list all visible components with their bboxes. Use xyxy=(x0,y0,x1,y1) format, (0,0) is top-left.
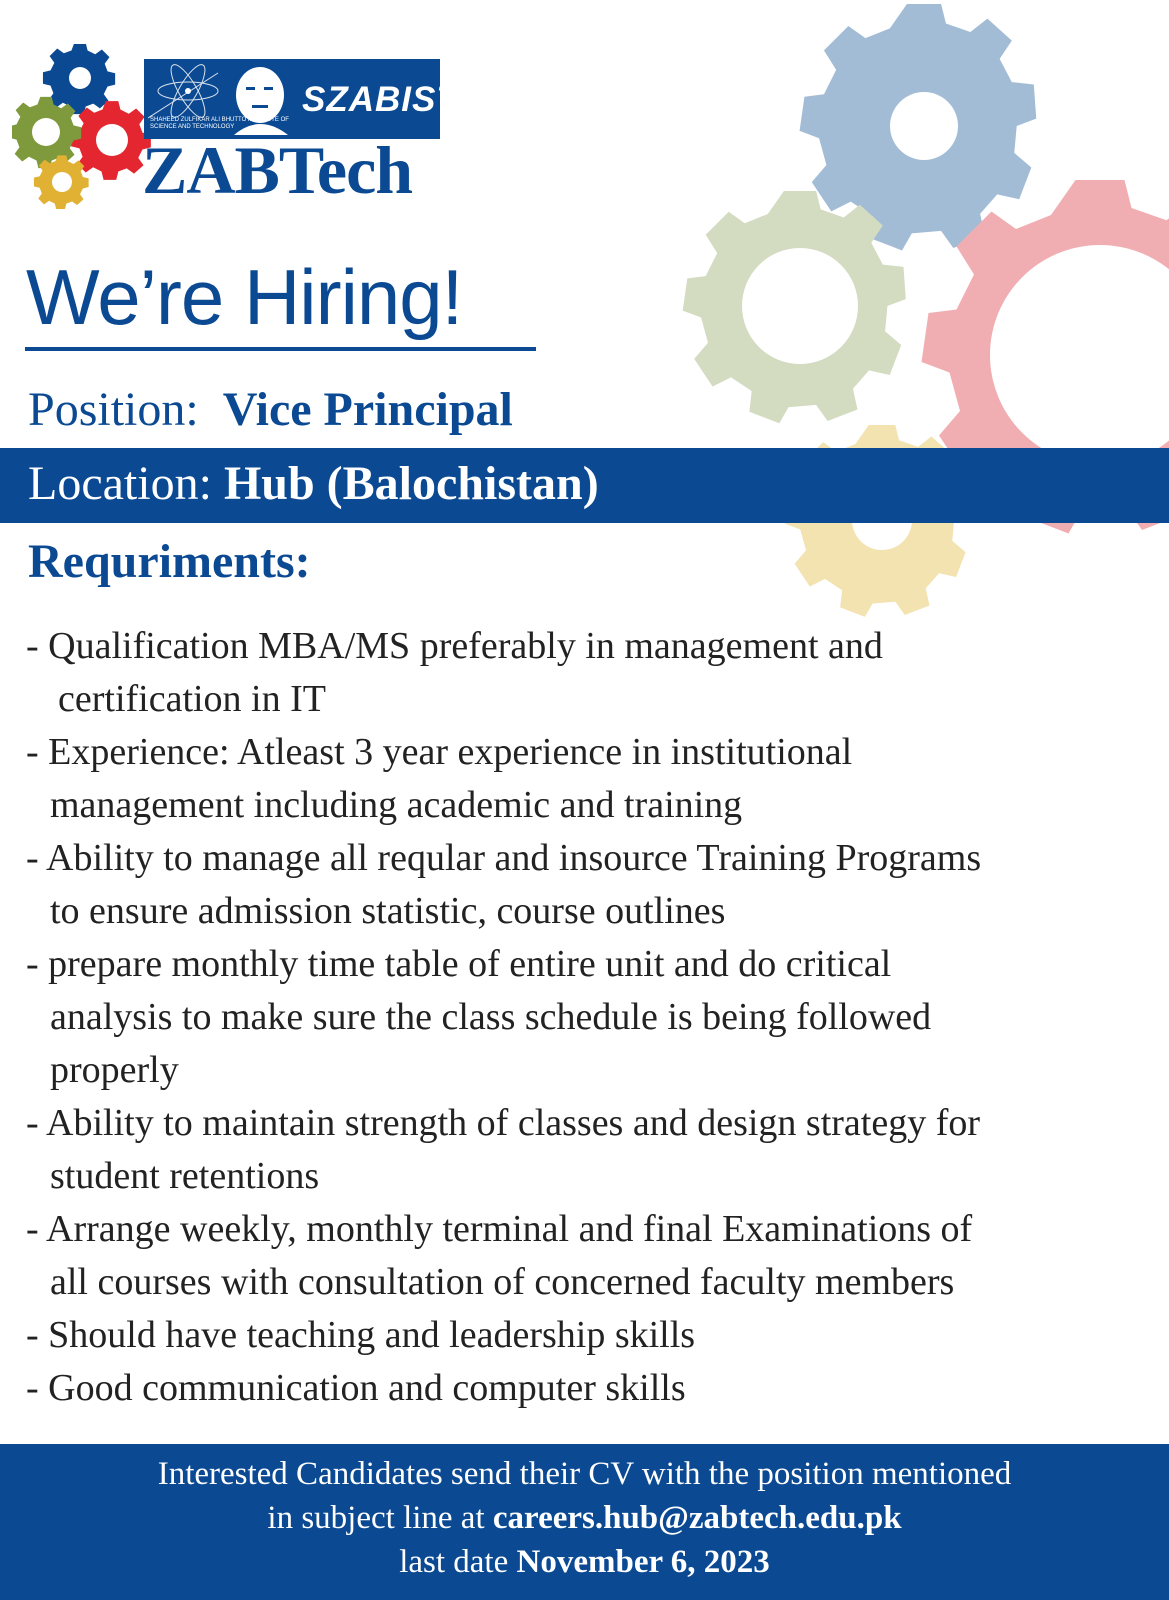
footer-contact xyxy=(0,1444,1169,1600)
location-label: Location: xyxy=(28,457,212,510)
location-line xyxy=(28,454,599,514)
footer-line-1: Interested Candidates send their CV with the position mentioned xyxy=(157,1456,1012,1492)
zabtech-logo xyxy=(12,44,459,209)
list-item: - Should have teaching and leadership skills xyxy=(26,1314,696,1356)
deadline-date: November 6, 2023 xyxy=(516,1544,770,1580)
position-value: Vice Principal xyxy=(222,383,513,436)
gear-green-icon xyxy=(683,191,906,423)
location-value: Hub (Balochistan) xyxy=(223,457,599,510)
heading-underline xyxy=(25,347,536,351)
gear-blue-icon xyxy=(800,4,1037,250)
requirements-title: Requriments: xyxy=(28,535,311,588)
list-item: - Qualification MBA/MS preferably in management and certification in IT xyxy=(26,625,883,720)
list-item: - Ability to maintain strength of classes and design strategy for student retentions xyxy=(26,1102,981,1197)
list-item: - Ability to manage all reqular and insource Training Programs to ensure admission statistic, course outlines xyxy=(26,837,982,932)
logo-zabtech-text: ZABTech xyxy=(142,132,413,208)
careers-email-link[interactable]: careers.hub@zabtech.edu.pk xyxy=(492,1500,902,1536)
requirements-list xyxy=(26,620,1156,1415)
list-item: - prepare monthly time table of entire unit and do critical analysis to make sure the class schedule is being followed properly xyxy=(26,943,932,1091)
position-line xyxy=(28,382,513,438)
list-item: - Arrange weekly, monthly terminal and final Examinations of all courses with consultation of concerned faculty members xyxy=(26,1208,973,1303)
logo-szabist-text: SZABIST xyxy=(302,80,459,119)
decorative-gears xyxy=(660,0,1169,620)
position-label: Position: xyxy=(28,383,199,436)
list-item: - Good communication and computer skills xyxy=(26,1367,686,1409)
footer-line-3: last date November 6, 2023 xyxy=(399,1544,770,1580)
footer-line-2: in subject line at careers.hub@zabtech.edu.pk xyxy=(267,1500,902,1536)
logo-institute-name: SHAHEED ZULFIKAR ALI BHUTTO INSTITUTE OF SCIENCE AND TECHNOLOGY xyxy=(150,117,289,130)
logo-gears-icon xyxy=(12,44,152,209)
hiring-heading: We’re Hiring! xyxy=(26,253,463,341)
list-item: - Experience: Atleast 3 year experience in institutional management including academic and training xyxy=(26,731,853,826)
